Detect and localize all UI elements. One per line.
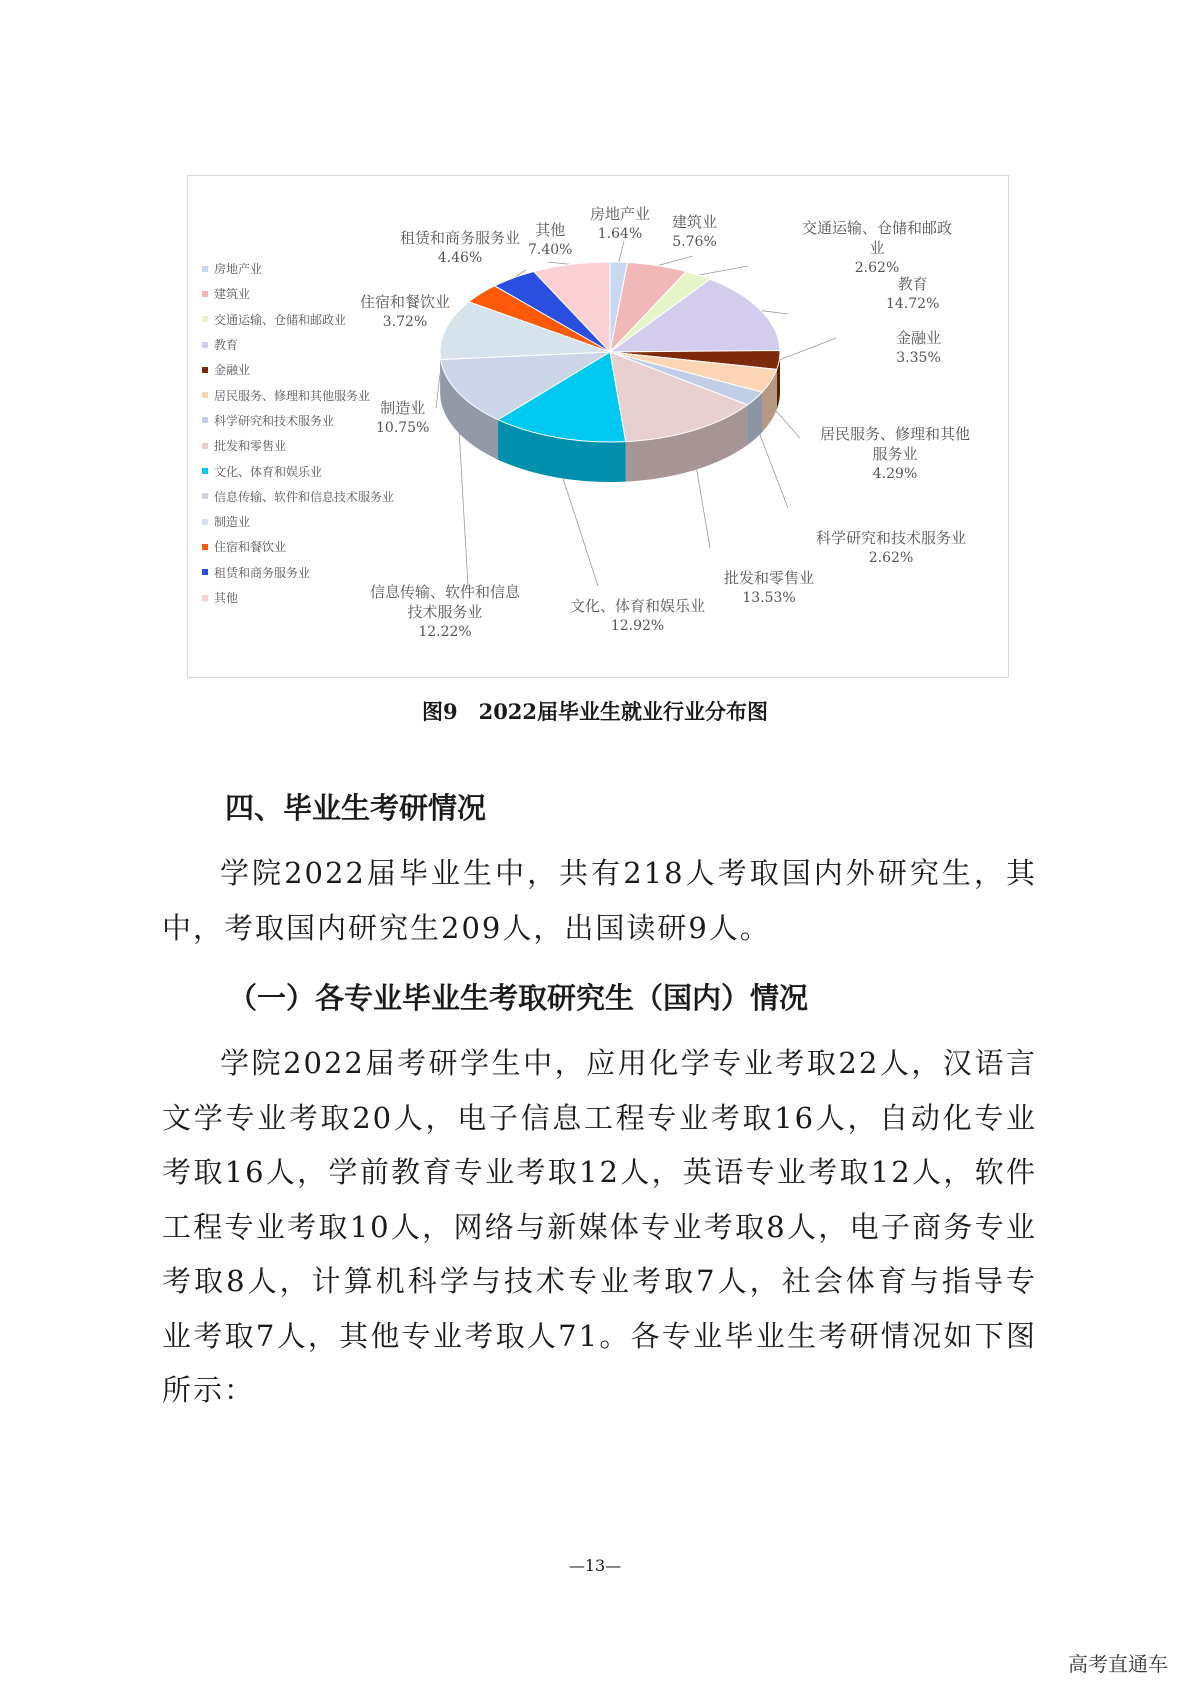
data-label-research: 科学研究和技术服务业 2.62%: [816, 529, 967, 566]
data-label-manufacturing: 制造业 10.75%: [376, 399, 430, 436]
page-number: —13—: [568, 1556, 622, 1575]
legend-swatch: [202, 468, 208, 474]
legend-label: 交通运输、仓储和邮政业: [214, 312, 347, 327]
legend-item: [202, 433, 394, 458]
legend-swatch: [202, 367, 208, 373]
legend-item: [202, 534, 394, 559]
legend-label: 租赁和商务服务业: [214, 565, 311, 580]
legend-label: 教育: [214, 338, 239, 353]
legend-swatch: [202, 291, 208, 297]
legend-item: [202, 484, 394, 509]
legend-item: [202, 382, 394, 407]
legend-label: 信息传输、软件和信息技术服务业: [214, 489, 395, 504]
legend-item: [202, 357, 394, 382]
legend-label: 金融业: [214, 363, 251, 378]
data-label-culture: 文化、体育和娱乐业 12.92%: [570, 597, 706, 634]
pie-slices: [440, 262, 780, 482]
data-label-it: 信息传输、软件和信息 技术服务业 12.22%: [370, 583, 521, 640]
subsection-heading: （一）各专业毕业生考取研究生（国内）情况: [228, 981, 809, 1015]
legend-swatch: [202, 595, 208, 601]
legend-item: [202, 458, 394, 483]
leader-line: [698, 266, 748, 275]
legend-item: [202, 509, 394, 534]
leader-line: [548, 262, 571, 264]
legend-swatch: [202, 266, 208, 272]
leader-line: [779, 338, 836, 360]
data-label-resident-services: 居民服务、修理和其他 服务业 4.29%: [820, 425, 971, 482]
legend-label: 批发和零售业: [214, 439, 287, 454]
leader-line: [761, 311, 788, 314]
legend-swatch: [202, 519, 208, 525]
legend-swatch: [202, 342, 208, 348]
paragraph-postgrad-summary: 学院2022届毕业生中，共有218人考取国内外研究生，其中，考取国内研究生209人，出国读研9人。: [162, 856, 1037, 945]
leader-line: [755, 423, 788, 508]
data-label-leasing: 租赁和商务服务业 4.46%: [400, 229, 521, 266]
data-label-wholesale: 批发和零售业 13.53%: [724, 569, 815, 606]
leader-line: [619, 241, 624, 262]
section-heading: 四、毕业生考研情况: [225, 791, 487, 825]
legend-item: [202, 256, 394, 281]
legend-label: 科学研究和技术服务业: [214, 413, 335, 428]
chart-frame: [187, 175, 1009, 678]
legend-swatch: [202, 316, 208, 322]
figure-caption: 图9 2022届毕业生就业行业分布图: [421, 699, 769, 724]
data-label-other: 其他 7.40%: [528, 221, 573, 258]
watermark: 高考直通车: [1068, 1652, 1168, 1676]
legend-label: 居民服务、修理和其他服务业: [214, 388, 371, 403]
legend-item: [202, 560, 394, 585]
legend-swatch: [202, 569, 208, 575]
data-label-finance: 金融业 3.35%: [896, 329, 942, 366]
legend-label: 房地产业: [214, 262, 263, 277]
legend-item: [202, 585, 394, 610]
legend-label: 建筑业: [214, 287, 251, 302]
paragraph-postgrad-by-major: 学院2022届考研学生中，应用化学专业考取22人，汉语言文学专业考取20人，电子信息工程专业考取16人，自动化专业考取16人，学前教育专业考取12人，英语专业考取12人，软件工程专业考取10人，网络与新媒体专业考取8人，电子商务专业考取8人，计算机科学与技术专业考取7人，社会体育与指导专业考取7人，其他专业考取人71。各专业毕业生考研情况如下图所示：: [162, 1046, 1037, 1407]
legend-label: 制造业: [214, 515, 251, 530]
legend-label: 文化、体育和娱乐业: [214, 464, 323, 479]
legend-swatch: [202, 443, 208, 449]
data-label-real-estate: 房地产业 1.64%: [590, 205, 651, 242]
legend-item: [202, 408, 394, 433]
data-label-education: 教育 14.72%: [886, 275, 940, 312]
legend-label: 住宿和餐饮业: [214, 540, 287, 555]
leader-line: [658, 256, 693, 266]
data-label-transport: 交通运输、仓储和邮政 业 2.62%: [802, 219, 953, 276]
legend-swatch: [202, 417, 208, 423]
data-label-construction: 建筑业 5.76%: [672, 213, 718, 250]
data-label-hospitality: 住宿和餐饮业 3.72%: [360, 293, 451, 330]
legend-label: 其他: [214, 591, 239, 605]
leader-line: [458, 417, 468, 586]
legend-swatch: [202, 544, 208, 550]
legend-swatch: [202, 493, 208, 499]
legend-swatch: [202, 392, 208, 398]
legend-item: [202, 332, 394, 357]
